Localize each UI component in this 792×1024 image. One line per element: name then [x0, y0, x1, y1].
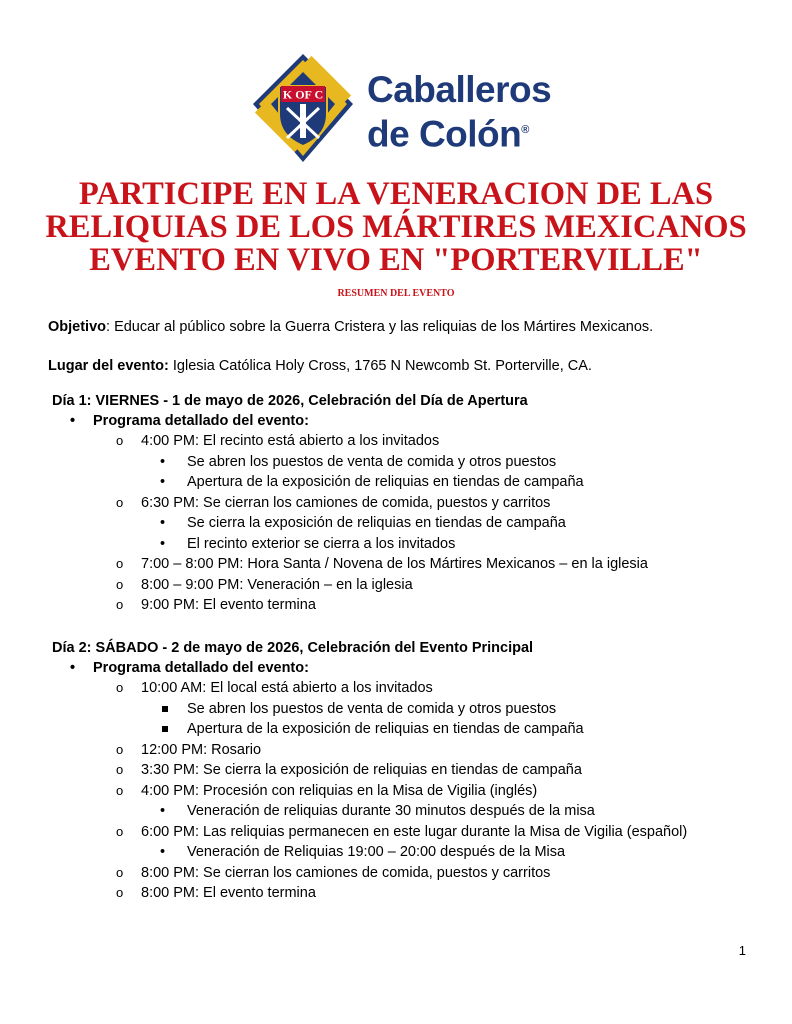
logo-wordmark	[367, 70, 551, 154]
registered-mark: ®	[521, 124, 529, 136]
day1-section	[52, 391, 648, 616]
day2-program-label: • Programa detallado del evento:	[52, 658, 687, 678]
list-item: • Veneración de reliquias durante 30 minutos después de la misa	[52, 801, 687, 822]
list-item: • Veneración de Reliquias 19:00 – 20:00 después de la Misa	[52, 842, 687, 863]
list-item: o 6:30 PM: Se cierran los camiones de comida, puestos y carritos	[52, 493, 648, 514]
list-item: • Se cierra la exposición de reliquias en tiendas de campaña	[52, 513, 648, 534]
list-item: o 12:00 PM: Rosario	[52, 740, 687, 761]
location-text: Iglesia Católica Holy Cross, 1765 N Newcomb St. Porterville, CA.	[168, 358, 592, 374]
page-subtitle: RESUMEN DEL EVENTO	[337, 288, 455, 299]
list-item: o 3:30 PM: Se cierra la exposición de reliquias en tiendas de campaña	[52, 760, 687, 781]
list-item: • Se abren los puestos de venta de comida y otros puestos	[52, 452, 648, 473]
day2-title: Día 2: SÁBADO - 2 de mayo de 2026, Celebración del Evento Principal	[52, 640, 534, 656]
list-item: o 8:00 PM: El evento termina	[52, 883, 687, 904]
logo-name-line2: de Colón	[367, 113, 522, 155]
list-item: o 9:00 PM: El evento termina	[52, 595, 648, 616]
list-item: o 6:00 PM: Las reliquias permanecen en este lugar durante la Misa de Vigilia (español)	[52, 822, 687, 843]
kofc-emblem-icon	[249, 52, 357, 164]
title-line-1: PARTICIPE EN LA VENERACION DE LAS	[78, 176, 714, 212]
list-item: o 10:00 AM: El local está abierto a los invitados	[52, 678, 687, 699]
list-item: • El recinto exterior se cierra a los invitados	[52, 534, 648, 555]
list-item: o 4:00 PM: El recinto está abierto a los invitados	[52, 431, 648, 452]
objective-label: Objetivo	[48, 319, 107, 335]
list-item: o 7:00 – 8:00 PM: Hora Santa / Novena de los Mártires Mexicanos – en la iglesia	[52, 554, 648, 575]
page-title	[20, 178, 772, 277]
list-item: Apertura de la exposición de reliquias en tiendas de campaña	[52, 719, 687, 740]
list-item: Se abren los puestos de venta de comida y otros puestos	[52, 699, 687, 720]
list-item: o 4:00 PM: Procesión con reliquias en la Misa de Vigilia (inglés)	[52, 781, 687, 802]
objective-text: : Educar al público sobre la Guerra Cristera y las reliquias de los Mártires Mexicanos.	[106, 319, 654, 335]
day2-section	[52, 638, 687, 904]
location-paragraph	[48, 357, 592, 375]
day1-title: Día 1: VIERNES - 1 de mayo de 2026, Celebración del Día de Apertura	[52, 393, 528, 409]
knights-of-columbus-logo	[249, 52, 552, 164]
objective-paragraph	[48, 318, 653, 336]
emblem-letters: K OF C	[282, 87, 324, 102]
page-number: 1	[738, 943, 746, 958]
list-item: o 8:00 – 9:00 PM: Veneración – en la iglesia	[52, 575, 648, 596]
list-item: • Apertura de la exposición de reliquias en tiendas de campaña	[52, 472, 648, 493]
location-label: Lugar del evento:	[48, 358, 169, 374]
logo-name-line1: Caballeros	[367, 69, 552, 110]
title-line-2: RELIQUIAS DE LOS MÁRTIRES MEXICANOS	[45, 209, 747, 245]
title-line-3: EVENTO EN VIVO EN "PORTERVILLE"	[89, 242, 703, 278]
list-item: o 8:00 PM: Se cierran los camiones de comida, puestos y carritos	[52, 863, 687, 884]
day1-program-label: • Programa detallado del evento:	[52, 411, 648, 431]
